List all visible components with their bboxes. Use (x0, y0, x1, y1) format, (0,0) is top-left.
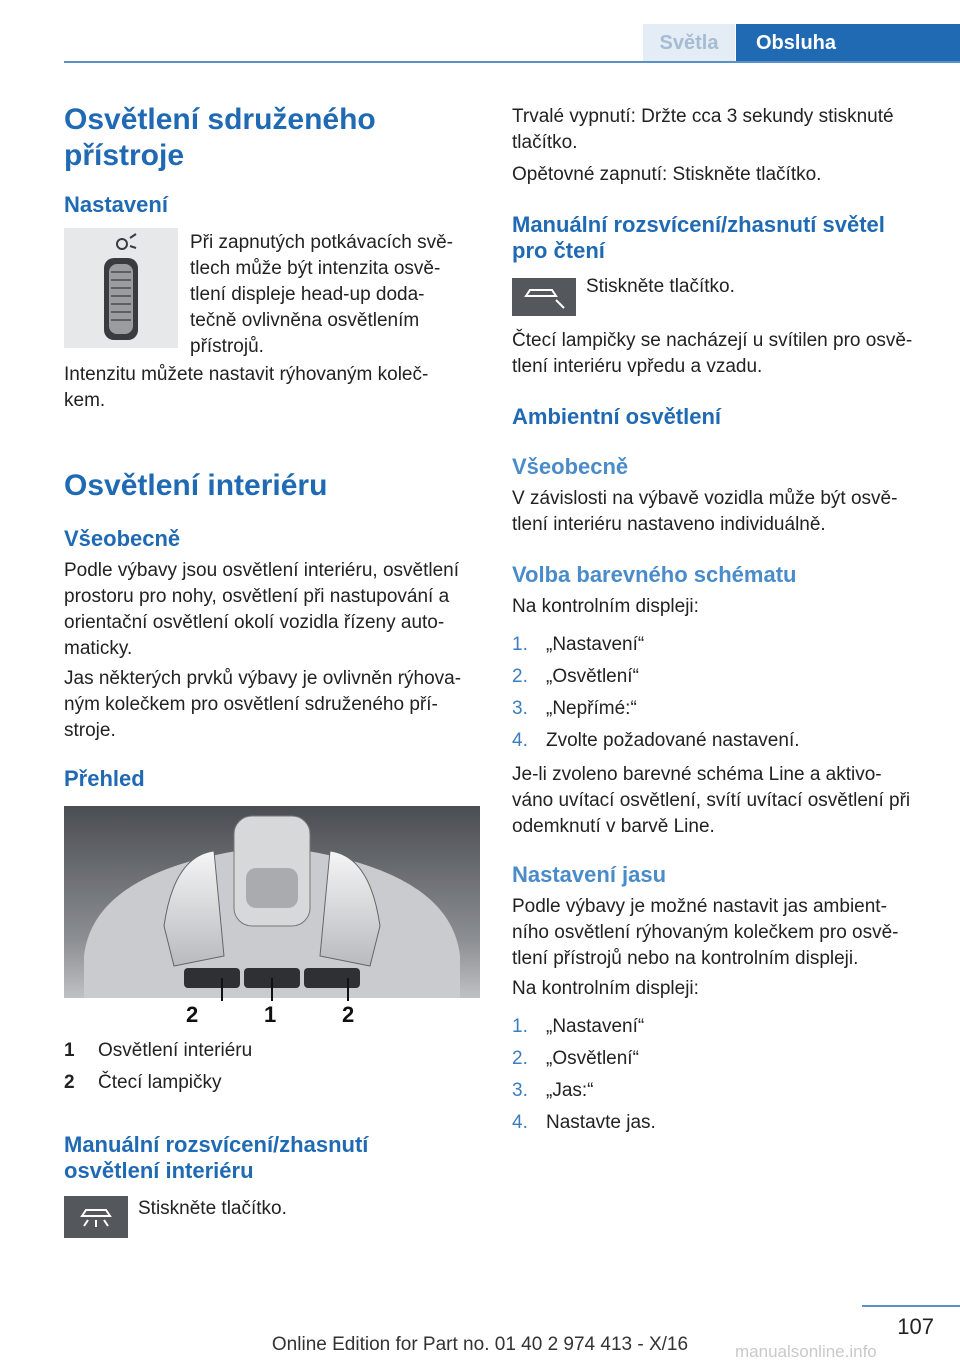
jas-intro: Na kontrolním displeji: (512, 978, 699, 999)
step-text: Nastavte jas. (546, 1112, 656, 1133)
heading-line: Manuální rozsvícení/zhasnutí (64, 1132, 369, 1157)
step-text: „Jas:“ (546, 1080, 594, 1101)
legend-number: 2 (64, 1072, 75, 1093)
ctecí-text (512, 328, 942, 380)
heading-vseobecne-right: Všeobecně (512, 454, 629, 479)
reading-light-button-icon (512, 278, 576, 316)
intenzita-text (64, 362, 474, 414)
text-line: tlení interiéru nastaveno individuálně. (512, 514, 826, 535)
text-line: váno uvítací osvětlení, svítí uvítací osvětlení při (512, 790, 911, 811)
jas-text-left (64, 666, 484, 744)
step-number: 4. (512, 730, 528, 751)
list-item (512, 1046, 932, 1078)
text-line: Trvalé vypnutí: Držte cca 3 sekundy stisknuté (512, 106, 894, 127)
list-item (512, 728, 932, 760)
step-number: 1. (512, 1016, 528, 1037)
heading-reading-lights (512, 212, 932, 264)
text-line: Při zapnutých potkávacích svě- (190, 232, 453, 253)
step-text: „Osvětlení“ (546, 1048, 639, 1069)
text-line: ným kolečkem pro osvětlení sdruženého pří- (64, 694, 438, 715)
photo-label: 1 (264, 1002, 277, 1027)
heading-volba: Volba barevného schématu (512, 562, 797, 587)
heading-nastaveni: Nastavení (64, 192, 168, 217)
text-line: Intenzitu můžete nastavit rýhovaným koleč- (64, 364, 429, 385)
overhead-console-photo (64, 806, 480, 1028)
watermark: manualsonline.info (735, 1342, 877, 1361)
text-line: kem. (64, 390, 106, 411)
text-line: prostoru pro nohy, osvětlení při nastupování a (64, 586, 450, 607)
list-item (512, 1110, 932, 1142)
section-title-interior-lighting: Osvětlení interiéru (64, 469, 328, 502)
opetovne-text: Opětovné zapnutí: Stiskněte tlačítko. (512, 164, 822, 185)
step-number: 2. (512, 666, 528, 687)
photo-label: 2 (342, 1002, 355, 1027)
text-line: odemknutí v barvě Line. (512, 816, 715, 837)
text-line: stroje. (64, 720, 116, 741)
legend-text: Osvětlení interiéru (98, 1040, 253, 1061)
heading-manual-interior (64, 1132, 484, 1184)
text-line: tečně ovlivněna osvětlením (190, 310, 420, 331)
step-text: Zvolte požadované nastavení. (546, 730, 800, 751)
jas-text-right (512, 894, 942, 972)
text-line: tlech může být intenzita osvě- (190, 258, 441, 279)
step-text: „Osvětlení“ (546, 666, 639, 687)
step-text: „Nastavení“ (546, 1016, 645, 1037)
heading-line: Manuální rozsvícení/zhasnutí světel (512, 212, 885, 237)
step-number: 2. (512, 1048, 528, 1069)
legend-item (64, 1070, 480, 1102)
step-text: „Nepřímé:“ (546, 698, 637, 719)
list-item (512, 632, 932, 664)
text-line: maticky. (64, 638, 133, 659)
text-line: Podle výbavy je možné nastavit jas ambient- (512, 896, 887, 917)
tab-obsluha[interactable]: Obsluha (736, 24, 960, 62)
heading-line: osvětlení interiéru (64, 1158, 254, 1183)
legend-item (64, 1038, 480, 1070)
text-line: tlačítko. (512, 132, 578, 153)
step-number: 3. (512, 698, 528, 719)
nastaveni-text (190, 230, 470, 360)
reading-light-text: Stiskněte tlačítko. (586, 276, 735, 297)
list-item (512, 664, 932, 696)
step-number: 3. (512, 1080, 528, 1101)
manual-interior-text: Stiskněte tlačítko. (138, 1198, 287, 1219)
trvale-text (512, 104, 932, 156)
list-item (512, 1078, 932, 1110)
text-line: ního osvětlení rýhovaným kolečkem pro osvě- (512, 922, 899, 943)
step-text: „Nastavení“ (546, 634, 645, 655)
jas-steps (512, 1014, 932, 1142)
tab-svetla[interactable]: Světla (643, 24, 735, 62)
heading-prehled: Přehled (64, 766, 145, 791)
list-item (512, 1014, 932, 1046)
volba-steps (512, 632, 932, 760)
photo-legend (64, 1038, 480, 1102)
step-number: 1. (512, 634, 528, 655)
footer-rule (862, 1305, 960, 1307)
text-line: přístrojů. (190, 336, 264, 357)
knurled-wheel-icon (64, 228, 178, 348)
vseobecne-text-left (64, 558, 484, 662)
list-item (512, 696, 932, 728)
legend-text: Čtecí lampičky (98, 1072, 222, 1093)
text-line: orientační osvětlení okolí vozidla řízeny auto- (64, 612, 445, 633)
line-text (512, 762, 942, 840)
photo-label: 2 (186, 1002, 199, 1027)
header-rule (64, 61, 960, 63)
vseobecne-text-right (512, 486, 942, 538)
heading-line: pro čtení (512, 238, 605, 263)
page-number: 107 (897, 1314, 934, 1339)
volba-intro: Na kontrolním displeji: (512, 596, 699, 617)
edition-footer: Online Edition for Part no. 01 40 2 974 413 - X/16 (271, 1334, 689, 1355)
legend-number: 1 (64, 1040, 75, 1061)
interior-light-button-icon (64, 1196, 128, 1238)
text-line: Jas některých prvků výbavy je ovlivněn rýhova- (64, 668, 462, 689)
text-line: V závislosti na výbavě vozidla může být osvě- (512, 488, 898, 509)
heading-jas: Nastavení jasu (512, 862, 667, 887)
step-number: 4. (512, 1112, 528, 1133)
text-line: tlení interiéru vpředu a vzadu. (512, 356, 763, 377)
section-title-instrument-lighting: Osvětlení sdruženého přístroje (64, 103, 376, 172)
text-line: Podle výbavy jsou osvětlení interiéru, osvětlení (64, 560, 459, 581)
text-line: tlení přístrojů nebo na kontrolním displeji. (512, 948, 859, 969)
text-line: tlení displeje head-up doda- (190, 284, 425, 305)
text-line: Je-li zvoleno barevné schéma Line a aktivo- (512, 764, 882, 785)
heading-ambient: Ambientní osvětlení (512, 404, 722, 429)
heading-vseobecne-left: Všeobecně (64, 526, 181, 551)
text-line: Čtecí lampičky se nacházejí u svítilen pro osvě- (512, 330, 913, 351)
